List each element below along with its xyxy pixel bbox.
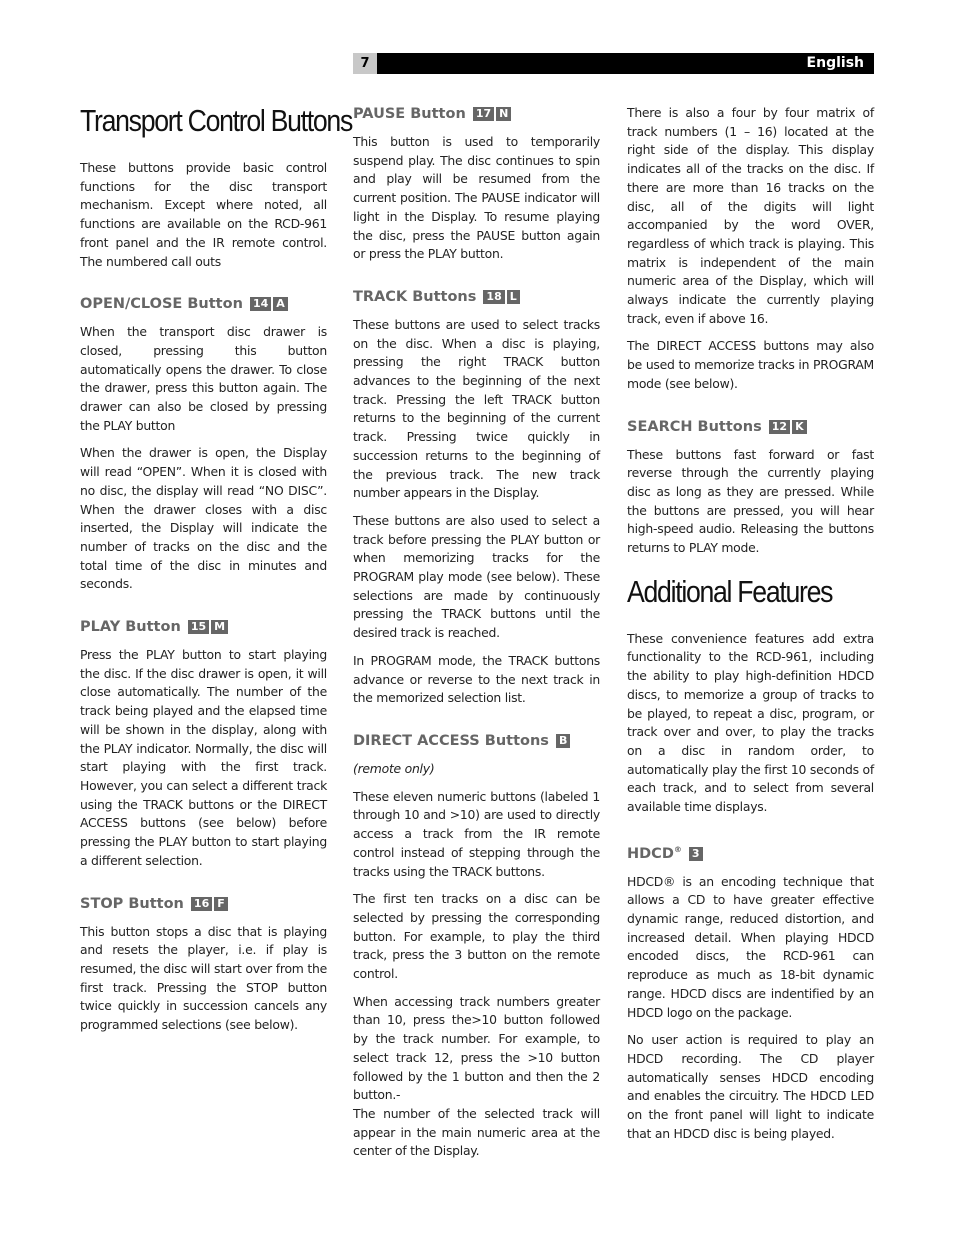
section-title-transport: Transport Control Buttons [80, 103, 353, 138]
heading-search: SEARCH Buttons 12 K [627, 417, 874, 437]
heading-play: PLAY Button 15 M [80, 617, 327, 637]
paragraph: These buttons are used to select tracks on the disc. When a disc is playing, pressing the right TRACK button advances to the beginning of the next track. Pressing the left TRACK button returns to the beginning of the current track. Pressing twice quickly in succession returns to the beginning of the previous track. The new track number appears in the Display. [353, 316, 600, 501]
paragraph: When accessing track numbers greater than 10, press the>10 button followed by the track number. For example, to select track 12, press the >10 button followed by the 1 button and then the 2 button.- [353, 993, 600, 1103]
callout-badge: M [211, 620, 228, 634]
intro-paragraph: These buttons provide basic control functions for the disc transport mechanism. Except where noted, all functions are available on the RCD-961 front panel and the IR remote control. The numbered call outs [80, 160, 327, 269]
paragraph: These buttons fast forward or fast reverse through the currently playing disc as long as they are pressed. While the buttons are pressed, you will hear high-speed audio. Releasing the buttons returns to PLAY mode. [627, 446, 874, 556]
page-number: 7 [353, 53, 377, 74]
heading-open-close: OPEN/CLOSE Button 14 A [80, 294, 327, 314]
callout-badge: 17 [473, 107, 494, 121]
callout-badge: B [556, 734, 570, 748]
callout-badge: 12 [769, 420, 790, 434]
paragraph: There is also a four by four matrix of track numbers (1 – 16) located at the right side of the display. This display indicates all of the tracks on the disc. If there are more than 16 tracks on the disc, all of the digits will light accompanied by the word OVER, regardless of which track is playing. This matrix is independent of the main numeric area of the Display, which will always indicate the currently playing track, even if above 16. [627, 105, 874, 326]
callout-badge: F [214, 897, 228, 911]
paragraph: These eleven numeric buttons (labeled 1 through 10 and >10) are used to directly access a track from the IR remote control instead of stepping through the tracks using the TRACK buttons. [353, 788, 600, 879]
callout-badge: L [507, 290, 520, 304]
column-3 [627, 104, 874, 1152]
heading-pause: PAUSE Button 17 N [353, 104, 600, 124]
paragraph: When the drawer is open, the Display will read “OPEN”. When it is closed with no disc, the display will read “NO DISC”. When the drawer closes with a disc inserted, the Display will indicate the number of tracks on the disc and the total time of the disc in minutes and seconds. [80, 445, 327, 592]
language-label: English [377, 53, 874, 74]
paragraph: These buttons are also used to select a track before pressing the PLAY button or when memorizing tracks for the PROGRAM play mode (see below). These selections are made by continuously pressing the TRACK buttons until the desired track is reached. [353, 512, 600, 641]
paragraph: No user action is required to play an HDCD recording. The CD player automatically senses HDCD encoding and enables the circuitry. The HDCD LED on the front panel will light to indicate that an HDCD disc is being played. [627, 1032, 874, 1141]
callout-badge: 3 [689, 847, 703, 861]
callout-badge: 18 [483, 290, 504, 304]
callout-badge: 16 [191, 897, 212, 911]
heading-hdcd: HDCD® 3 [627, 840, 874, 864]
paragraph: The number of the selected track will appear in the main numeric area at the center of the Display. [353, 1105, 600, 1159]
callout-badge: K [792, 420, 807, 434]
remote-only-note: (remote only) [353, 760, 435, 776]
paragraph: The DIRECT ACCESS buttons may also be used to memorize tracks in PROGRAM mode (see below). [627, 338, 874, 391]
heading-stop: STOP Button 16 F [80, 894, 327, 914]
paragraph: In PROGRAM mode, the TRACK buttons advance or reverse to the next track in the memorized selection list. [353, 652, 600, 706]
paragraph: Press the PLAY button to start playing the disc. If the disc drawer is open, it will close automatically. The number of the track being played and the elapsed time will be shown in the display, along with the PLAY indicator. Normally, the disc will start playing with the first track. However, you can select a different track using the TRACK buttons or the DIRECT ACCESS buttons (see below) before pressing the PLAY button to start playing a different selection. [80, 647, 327, 868]
section-title-additional: Additional Features [627, 573, 833, 609]
paragraph: This button is used to temporarily suspend play. The disc continues to spin and play will be resumed from the current position. The PAUSE indicator will light in the Display. To resume playing the disc, press the PAUSE button again or press the PLAY button. [353, 134, 600, 262]
paragraph: HDCD® is an encoding technique that allows a CD to have greater effective dynamic range, reduced distortion, and increased detail. When playing HDCD encoded discs, the RCD-961 can reproduce as much as 18-bit dynamic range. HDCD discs are indentified by an HDCD logo on the package. [627, 873, 874, 1020]
column-2 [353, 104, 600, 1170]
callout-badge: 15 [188, 620, 209, 634]
heading-direct-access: DIRECT ACCESS Buttons B [353, 731, 600, 751]
callout-badge: A [273, 297, 288, 311]
paragraph: This button stops a disc that is playing and resets the player, i.e. if play is resumed, the disc will start over from the first track. Pressing the STOP button twice quickly in succession cancels any programmed selections (see below). [80, 923, 327, 1033]
callout-badge: 14 [250, 297, 271, 311]
column-1 [80, 100, 353, 1044]
callout-badge: N [496, 107, 511, 121]
paragraph: The first ten tracks on a disc can be selected by pressing the corresponding button. For example, to play the third track, press the 3 button on the remote control. [353, 891, 600, 982]
paragraph: When the transport disc drawer is closed, pressing this button automatically opens the drawer. To close the drawer, press this button again. The drawer can also be closed by pressing the PLAY button [80, 324, 327, 433]
paragraph: These convenience features add extra functionality to the RCD-961, including the ability to play high-definition HDCD discs, to memorize a group of tracks to be played, to repeat a disc, program, or track over and over, to play the tracks on a disc in random order, to automatically play the first 10 seconds of each track, and to select from several available time displays. [627, 630, 874, 815]
heading-track: TRACK Buttons 18 L [353, 287, 600, 307]
